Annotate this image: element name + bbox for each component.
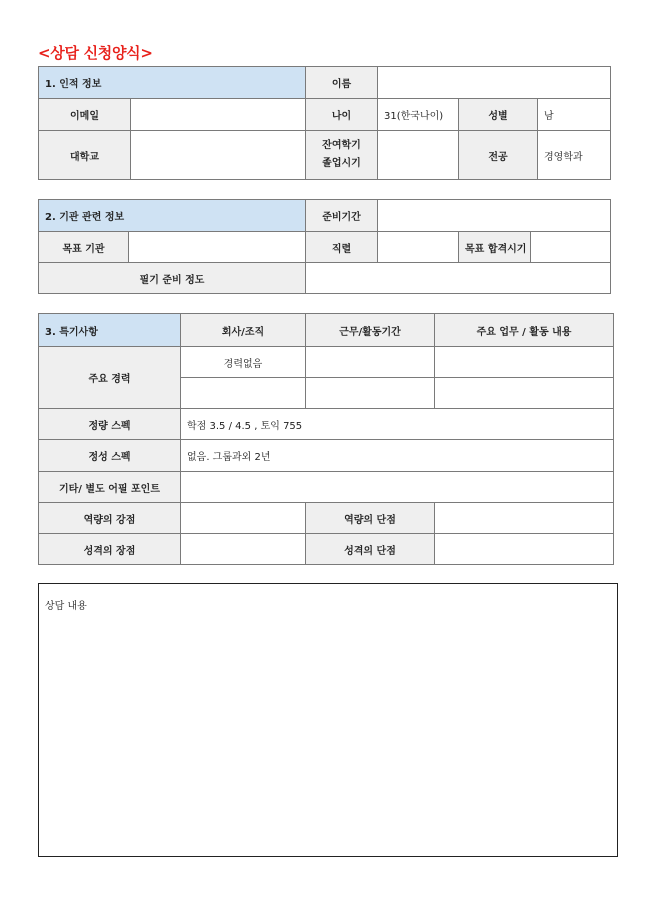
gender-label: 성별 <box>459 99 538 131</box>
written-prep-field[interactable] <box>306 263 611 294</box>
email-field[interactable] <box>131 99 306 131</box>
age-label: 나이 <box>306 99 378 131</box>
personal-info-table <box>38 66 611 180</box>
prep-period-field[interactable] <box>378 200 611 232</box>
university-field[interactable] <box>131 131 306 180</box>
major-label: 전공 <box>459 131 538 180</box>
quant-spec-field[interactable]: 학점 3.5 / 4.5 , 토익 755 <box>181 409 614 440</box>
career-duties-field[interactable] <box>435 347 614 378</box>
email-label: 이메일 <box>39 99 131 131</box>
career-period-field[interactable] <box>306 378 435 409</box>
organization-info-table <box>38 199 611 294</box>
career-period-field[interactable] <box>306 347 435 378</box>
competency-strength-label: 역량의 강점 <box>39 503 181 534</box>
gender-field[interactable]: 남 <box>538 99 611 131</box>
written-prep-label: 필기 준비 정도 <box>39 263 306 294</box>
career-label: 주요 경력 <box>39 347 181 409</box>
column-header-company: 회사/조직 <box>181 314 306 347</box>
quant-spec-label: 정량 스펙 <box>39 409 181 440</box>
personality-strength-label: 성격의 장점 <box>39 534 181 565</box>
personality-weakness-label: 성격의 단점 <box>306 534 435 565</box>
qual-spec-label: 정성 스펙 <box>39 440 181 472</box>
job-series-field[interactable] <box>378 232 459 263</box>
name-label: 이름 <box>306 67 378 99</box>
column-header-duties: 주요 업무 / 활동 내용 <box>435 314 614 347</box>
remaining-semesters-line: 잔여학기 <box>322 140 361 151</box>
major-field[interactable]: 경영학과 <box>538 131 611 180</box>
name-field[interactable] <box>378 67 611 99</box>
career-duties-field[interactable] <box>435 378 614 409</box>
column-header-period: 근무/활동기간 <box>306 314 435 347</box>
competency-weakness-label: 역량의 단점 <box>306 503 435 534</box>
job-series-label: 직렬 <box>306 232 378 263</box>
competency-strength-field[interactable] <box>181 503 306 534</box>
qual-spec-field[interactable]: 없음. 그룹과외 2년 <box>181 440 614 472</box>
target-pass-label: 목표 합격시기 <box>459 232 531 263</box>
age-field[interactable]: 31(한국나이) <box>378 99 459 131</box>
remaining-semesters-label <box>306 131 378 180</box>
target-org-label: 목표 기관 <box>39 232 129 263</box>
competency-weakness-field[interactable] <box>435 503 614 534</box>
target-org-field[interactable] <box>129 232 306 263</box>
graduation-date-line: 졸업시기 <box>322 158 361 169</box>
form-title: <상담 신청양식> <box>38 44 153 62</box>
target-pass-field[interactable] <box>531 232 611 263</box>
consultation-content-box[interactable] <box>38 583 618 857</box>
personality-strength-field[interactable] <box>181 534 306 565</box>
prep-period-label: 준비기간 <box>306 200 378 232</box>
special-notes-table <box>38 313 614 565</box>
appeal-label: 기타/ 별도 어필 포인트 <box>39 472 181 503</box>
personality-weakness-field[interactable] <box>435 534 614 565</box>
university-label: 대학교 <box>39 131 131 180</box>
section-header-special: 3. 특기사항 <box>39 314 181 347</box>
consultation-content-label: 상담 내용 <box>45 601 87 612</box>
remaining-semesters-field[interactable] <box>378 131 459 180</box>
career-company-field[interactable]: 경력없음 <box>181 347 306 378</box>
section-header-personal: 1. 인적 정보 <box>39 67 306 99</box>
appeal-field[interactable] <box>181 472 614 503</box>
section-header-organization: 2. 기관 관련 정보 <box>39 200 306 232</box>
career-company-field[interactable] <box>181 378 306 409</box>
